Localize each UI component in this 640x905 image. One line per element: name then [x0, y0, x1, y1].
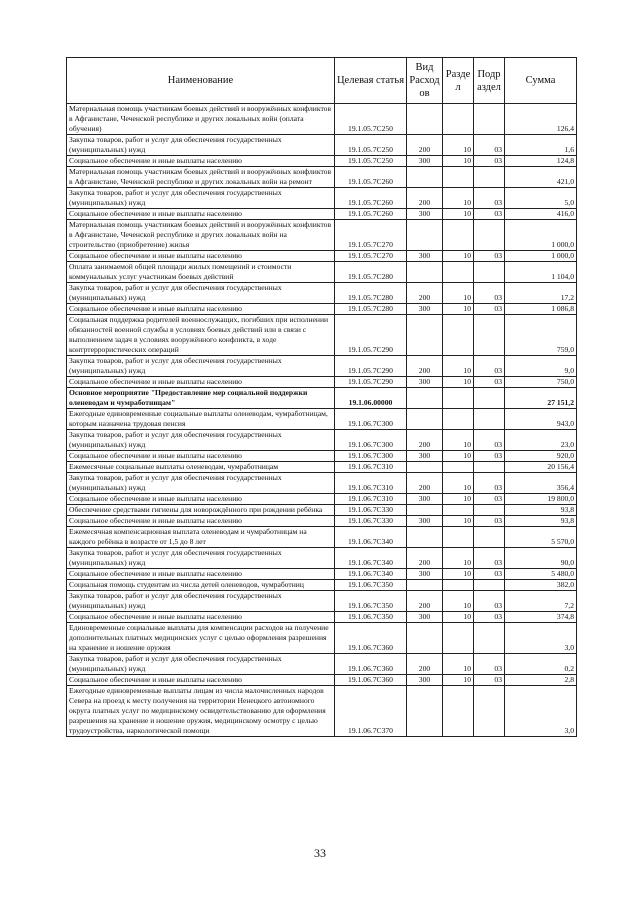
table-row — [67, 156, 577, 167]
cell-expense-type — [407, 527, 443, 548]
cell-target-article: 19.1.06.7С300 — [335, 430, 407, 451]
cell-expense-type: 200 — [407, 654, 443, 675]
cell-subsection — [474, 220, 505, 251]
cell-name: Закупка товаров, работ и услуг для обеспечения государственных (муниципальных) нужд — [67, 188, 335, 209]
cell-expense-type: 300 — [407, 251, 443, 262]
cell-target-article: 19.1.05.7С280 — [335, 283, 407, 304]
cell-expense-type: 200 — [407, 356, 443, 377]
cell-amount: 17,2 — [505, 283, 577, 304]
cell-section: 10 — [443, 548, 474, 569]
cell-target-article: 19.1.06.7С350 — [335, 591, 407, 612]
cell-name: Социальная помощь студентам из числа детей оленеводов, чумработниц — [67, 580, 335, 591]
cell-name: Социальное обеспечение и иные выплаты населению — [67, 569, 335, 580]
cell-name: Закупка товаров, работ и услуг для обеспечения государственных (муниципальных) нужд — [67, 283, 335, 304]
cell-expense-type — [407, 262, 443, 283]
cell-name: Закупка товаров, работ и услуг для обеспечения государственных (муниципальных) нужд — [67, 654, 335, 675]
cell-subsection: 03 — [474, 612, 505, 623]
cell-section — [443, 409, 474, 430]
cell-amount: 2,8 — [505, 675, 577, 686]
cell-subsection: 03 — [474, 654, 505, 675]
cell-expense-type — [407, 315, 443, 356]
cell-subsection — [474, 315, 505, 356]
cell-section — [443, 580, 474, 591]
table-row — [67, 409, 577, 430]
cell-amount: 3,0 — [505, 623, 577, 654]
cell-target-article: 19.1.06.7С350 — [335, 612, 407, 623]
cell-subsection — [474, 409, 505, 430]
header-target-article: Целевая статья — [335, 58, 407, 104]
cell-expense-type: 300 — [407, 494, 443, 505]
table-header-row — [67, 58, 577, 104]
cell-target-article: 19.1.06.00000 — [335, 388, 407, 409]
cell-subsection — [474, 580, 505, 591]
cell-expense-type — [407, 505, 443, 516]
cell-section: 10 — [443, 209, 474, 220]
cell-expense-type: 200 — [407, 473, 443, 494]
cell-amount: 1 104,0 — [505, 262, 577, 283]
cell-expense-type — [407, 580, 443, 591]
cell-section: 10 — [443, 377, 474, 388]
table-row — [67, 135, 577, 156]
cell-section: 10 — [443, 612, 474, 623]
cell-target-article: 19.1.05.7С280 — [335, 304, 407, 315]
cell-amount: 1,6 — [505, 135, 577, 156]
cell-section: 10 — [443, 591, 474, 612]
cell-expense-type: 300 — [407, 451, 443, 462]
table-row — [67, 315, 577, 356]
cell-section — [443, 527, 474, 548]
cell-name: Ежегодные единовременные социальные выплаты оленеводам, чумработницам, которым назначена трудовая пенсия — [67, 409, 335, 430]
cell-section: 10 — [443, 430, 474, 451]
cell-target-article: 19.1.05.7С260 — [335, 209, 407, 220]
cell-amount: 20 156,4 — [505, 462, 577, 473]
cell-name: Социальное обеспечение и иные выплаты населению — [67, 612, 335, 623]
cell-subsection: 03 — [474, 451, 505, 462]
table-row — [67, 430, 577, 451]
cell-name: Закупка товаров, работ и услуг для обеспечения государственных (муниципальных) нужд — [67, 591, 335, 612]
cell-subsection: 03 — [474, 516, 505, 527]
cell-expense-type: 200 — [407, 591, 443, 612]
table-row — [67, 220, 577, 251]
cell-name: Социальное обеспечение и иные выплаты населению — [67, 516, 335, 527]
cell-subsection: 03 — [474, 356, 505, 377]
table-row — [67, 377, 577, 388]
cell-section: 10 — [443, 654, 474, 675]
table-row — [67, 580, 577, 591]
cell-name: Социальное обеспечение и иные выплаты населению — [67, 156, 335, 167]
table-row — [67, 262, 577, 283]
header-name: Наименование — [67, 58, 335, 104]
cell-subsection — [474, 686, 505, 737]
cell-target-article: 19.1.06.7С350 — [335, 580, 407, 591]
cell-amount: 1 086,8 — [505, 304, 577, 315]
cell-section — [443, 623, 474, 654]
cell-target-article: 19.1.06.7С340 — [335, 548, 407, 569]
cell-target-article: 19.1.05.7С270 — [335, 251, 407, 262]
cell-subsection: 03 — [474, 548, 505, 569]
cell-section: 10 — [443, 675, 474, 686]
cell-section — [443, 315, 474, 356]
cell-section: 10 — [443, 516, 474, 527]
cell-name: Материальная помощь участникам боевых действий и вооружённых конфликтов в Афганистане, Чеченской республике и других локальных войн на строительство (приобретение) жилья — [67, 220, 335, 251]
cell-amount: 9,0 — [505, 356, 577, 377]
cell-name: Ежегодные единовременные выплаты лицам из числа малочисленных народов Севера на проезд к месту получения на территории Ненецкого автономного округа платных услуг по медицинскому освидетельствованию для оформления разрешения на хранение и ношение оружия, медицинскому осмотру с целью трудоустройства, наркологической помощи — [67, 686, 335, 737]
cell-target-article: 19.1.06.7С340 — [335, 527, 407, 548]
cell-name: Закупка товаров, работ и услуг для обеспечения государственных (муниципальных) нужд — [67, 473, 335, 494]
header-expense-type: Вид Расход ов — [407, 58, 443, 104]
cell-name: Обеспечение средствами гигиены для новорождённого при рождении ребёнка — [67, 505, 335, 516]
cell-subsection — [474, 388, 505, 409]
cell-section — [443, 104, 474, 135]
cell-target-article: 19.1.06.7С310 — [335, 494, 407, 505]
cell-amount: 421,0 — [505, 167, 577, 188]
cell-section: 10 — [443, 356, 474, 377]
cell-target-article: 19.1.05.7С260 — [335, 188, 407, 209]
table-row — [67, 451, 577, 462]
table-row — [67, 548, 577, 569]
table-row — [67, 527, 577, 548]
cell-section: 10 — [443, 494, 474, 505]
cell-amount: 93,8 — [505, 505, 577, 516]
cell-name: Социальная поддержка родителей военнослужащих, погибших при исполнении обязанностей военной службы в условиях боевых действий или в связи с выполнением задач в условиях вооружённого конфликта, в ходе контртеррористических операций — [67, 315, 335, 356]
cell-expense-type: 200 — [407, 430, 443, 451]
cell-subsection: 03 — [474, 430, 505, 451]
cell-target-article: 19.1.06.7С310 — [335, 473, 407, 494]
table-row — [67, 388, 577, 409]
cell-expense-type — [407, 388, 443, 409]
cell-subsection: 03 — [474, 304, 505, 315]
cell-amount: 124,8 — [505, 156, 577, 167]
cell-subsection: 03 — [474, 283, 505, 304]
table-row — [67, 251, 577, 262]
cell-expense-type: 300 — [407, 569, 443, 580]
cell-subsection: 03 — [474, 591, 505, 612]
cell-name: Социальное обеспечение и иные выплаты населению — [67, 304, 335, 315]
cell-name: Ежемесячные социальные выплаты оленеводам, чумработницам — [67, 462, 335, 473]
budget-table — [66, 57, 577, 737]
cell-amount: 1 000,0 — [505, 251, 577, 262]
cell-target-article: 19.1.06.7С300 — [335, 451, 407, 462]
header-amount: Сумма — [505, 58, 577, 104]
table-row — [67, 209, 577, 220]
cell-expense-type — [407, 686, 443, 737]
cell-name: Социальное обеспечение и иные выплаты населению — [67, 494, 335, 505]
cell-expense-type: 300 — [407, 209, 443, 220]
cell-expense-type: 300 — [407, 516, 443, 527]
table-row — [67, 569, 577, 580]
cell-target-article: 19.1.05.7С250 — [335, 156, 407, 167]
cell-section — [443, 262, 474, 283]
cell-target-article: 19.1.06.7С340 — [335, 569, 407, 580]
cell-target-article: 19.1.06.7С300 — [335, 409, 407, 430]
cell-expense-type: 200 — [407, 283, 443, 304]
cell-target-article: 19.1.05.7С270 — [335, 220, 407, 251]
table-row — [67, 516, 577, 527]
cell-expense-type — [407, 167, 443, 188]
table-row — [67, 188, 577, 209]
cell-amount: 93,8 — [505, 516, 577, 527]
table-row — [67, 494, 577, 505]
cell-name: Закупка товаров, работ и услуг для обеспечения государственных (муниципальных) нужд — [67, 548, 335, 569]
cell-subsection: 03 — [474, 251, 505, 262]
table-row — [67, 623, 577, 654]
table-row — [67, 473, 577, 494]
cell-target-article: 19.1.06.7С360 — [335, 675, 407, 686]
cell-expense-type: 200 — [407, 548, 443, 569]
cell-subsection: 03 — [474, 675, 505, 686]
cell-amount: 356,4 — [505, 473, 577, 494]
table-row — [67, 104, 577, 135]
cell-amount: 920,0 — [505, 451, 577, 462]
cell-subsection: 03 — [474, 188, 505, 209]
cell-subsection — [474, 623, 505, 654]
cell-name: Социальное обеспечение и иные выплаты населению — [67, 209, 335, 220]
cell-name: Ежемесячная компенсационная выплата оленеводам и чумработницам на каждого ребёнка в возрасте от 1,5 до 8 лет — [67, 527, 335, 548]
table-row — [67, 167, 577, 188]
cell-name: Закупка товаров, работ и услуг для обеспечения государственных (муниципальных) нужд — [67, 356, 335, 377]
cell-amount: 416,0 — [505, 209, 577, 220]
table-row — [67, 283, 577, 304]
cell-name: Социальное обеспечение и иные выплаты населению — [67, 675, 335, 686]
cell-section: 10 — [443, 283, 474, 304]
cell-name: Материальная помощь участникам боевых действий и вооружённых конфликтов в Афганистане, Чеченской республике и других локальных войн (оплата обучения) — [67, 104, 335, 135]
cell-name: Социальное обеспечение и иные выплаты населению — [67, 377, 335, 388]
cell-target-article: 19.1.05.7С280 — [335, 262, 407, 283]
table-row — [67, 654, 577, 675]
cell-expense-type — [407, 623, 443, 654]
cell-subsection: 03 — [474, 156, 505, 167]
cell-expense-type: 300 — [407, 304, 443, 315]
cell-amount: 19 800,0 — [505, 494, 577, 505]
cell-amount: 7,2 — [505, 591, 577, 612]
table-row — [67, 686, 577, 737]
cell-section — [443, 505, 474, 516]
page-number: 33 — [314, 846, 326, 860]
cell-subsection — [474, 104, 505, 135]
cell-section: 10 — [443, 451, 474, 462]
table-row — [67, 505, 577, 516]
cell-name: Основное мероприятие "Предоставление мер социальной поддержки оленеводам и чумработницам" — [67, 388, 335, 409]
cell-section: 10 — [443, 188, 474, 209]
table-row — [67, 356, 577, 377]
cell-expense-type: 300 — [407, 156, 443, 167]
cell-expense-type: 200 — [407, 188, 443, 209]
cell-target-article: 19.1.06.7С360 — [335, 654, 407, 675]
cell-amount: 382,0 — [505, 580, 577, 591]
cell-section — [443, 462, 474, 473]
cell-target-article: 19.1.06.7С360 — [335, 623, 407, 654]
cell-target-article: 19.1.06.7С330 — [335, 516, 407, 527]
cell-name: Единовременные социальные выплаты для компенсации расходов на получение дополнительных платных медицинских услуг с целью оформления разрешения на хранение и ношение оружия — [67, 623, 335, 654]
cell-section: 10 — [443, 569, 474, 580]
cell-subsection: 03 — [474, 569, 505, 580]
cell-amount: 5 570,0 — [505, 527, 577, 548]
cell-expense-type: 300 — [407, 377, 443, 388]
cell-amount: 5,0 — [505, 188, 577, 209]
cell-target-article: 19.1.05.7С290 — [335, 315, 407, 356]
cell-amount: 750,0 — [505, 377, 577, 388]
cell-name: Социальное обеспечение и иные выплаты населению — [67, 451, 335, 462]
table-row — [67, 675, 577, 686]
cell-subsection — [474, 527, 505, 548]
cell-section — [443, 220, 474, 251]
table-row — [67, 591, 577, 612]
cell-target-article: 19.1.06.7С330 — [335, 505, 407, 516]
cell-section: 10 — [443, 156, 474, 167]
cell-amount: 759,0 — [505, 315, 577, 356]
cell-name: Оплата занимаемой общей площади жилых помещений и стоимости коммунальных услуг участникам боевых действий — [67, 262, 335, 283]
cell-amount: 27 151,2 — [505, 388, 577, 409]
cell-expense-type — [407, 462, 443, 473]
cell-subsection — [474, 462, 505, 473]
cell-section: 10 — [443, 304, 474, 315]
cell-subsection: 03 — [474, 494, 505, 505]
cell-subsection: 03 — [474, 135, 505, 156]
cell-expense-type — [407, 409, 443, 430]
cell-target-article: 19.1.05.7С290 — [335, 377, 407, 388]
table-row — [67, 304, 577, 315]
cell-amount: 90,0 — [505, 548, 577, 569]
cell-target-article: 19.1.05.7С250 — [335, 135, 407, 156]
cell-target-article: 19.1.05.7С250 — [335, 104, 407, 135]
header-section: Разде л — [443, 58, 474, 104]
cell-section: 10 — [443, 251, 474, 262]
cell-subsection — [474, 167, 505, 188]
cell-expense-type — [407, 104, 443, 135]
cell-amount: 0,2 — [505, 654, 577, 675]
cell-section: 10 — [443, 135, 474, 156]
table-body — [67, 104, 577, 737]
table-row — [67, 612, 577, 623]
table-row — [67, 462, 577, 473]
cell-name: Закупка товаров, работ и услуг для обеспечения государственных (муниципальных) нужд — [67, 135, 335, 156]
cell-target-article: 19.1.06.7С370 — [335, 686, 407, 737]
cell-section — [443, 388, 474, 409]
cell-amount: 1 000,0 — [505, 220, 577, 251]
cell-amount: 374,8 — [505, 612, 577, 623]
cell-expense-type: 300 — [407, 612, 443, 623]
cell-name: Материальная помощь участникам боевых действий и вооружённых конфликтов в Афганистане, Чеченской республике и других локальных войн на ремонт — [67, 167, 335, 188]
cell-amount: 23,0 — [505, 430, 577, 451]
cell-name: Закупка товаров, работ и услуг для обеспечения государственных (муниципальных) нужд — [67, 430, 335, 451]
cell-target-article: 19.1.05.7С290 — [335, 356, 407, 377]
cell-section — [443, 167, 474, 188]
cell-target-article: 19.1.05.7С260 — [335, 167, 407, 188]
cell-amount: 3,0 — [505, 686, 577, 737]
cell-target-article: 19.1.06.7С310 — [335, 462, 407, 473]
cell-amount: 126,4 — [505, 104, 577, 135]
cell-subsection: 03 — [474, 377, 505, 388]
cell-subsection: 03 — [474, 473, 505, 494]
cell-name: Социальное обеспечение и иные выплаты населению — [67, 251, 335, 262]
cell-subsection: 03 — [474, 209, 505, 220]
cell-section — [443, 686, 474, 737]
cell-subsection — [474, 505, 505, 516]
header-subsection: Подр аздел — [474, 58, 505, 104]
cell-subsection — [474, 262, 505, 283]
cell-amount: 5 480,0 — [505, 569, 577, 580]
cell-expense-type: 300 — [407, 675, 443, 686]
cell-section: 10 — [443, 473, 474, 494]
cell-amount: 943,0 — [505, 409, 577, 430]
cell-expense-type: 200 — [407, 135, 443, 156]
cell-expense-type — [407, 220, 443, 251]
